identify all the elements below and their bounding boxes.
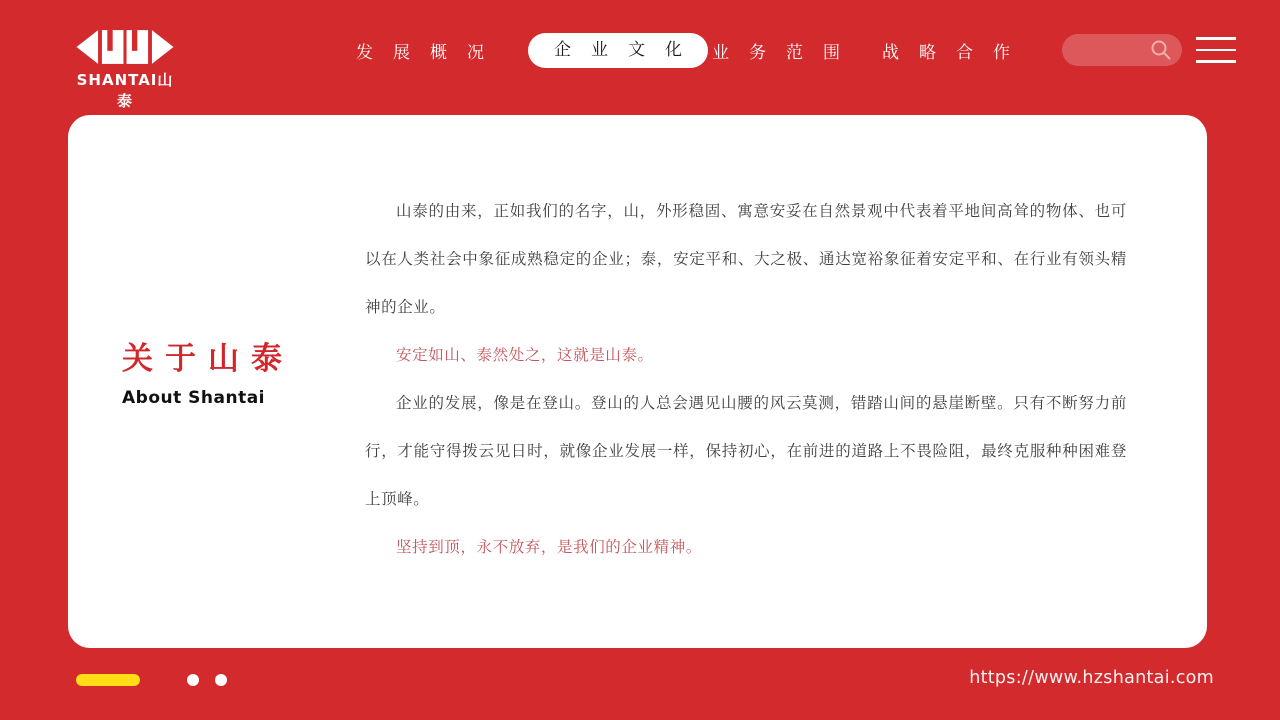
site-url: https://www.hzshantai.com xyxy=(969,668,1214,688)
menu-hamburger-icon[interactable] xyxy=(1196,37,1236,65)
search-input[interactable] xyxy=(1074,34,1154,66)
logo[interactable] xyxy=(70,27,180,111)
page-title-en: About Shantai xyxy=(122,388,265,408)
about-paragraph: 企业的发展，像是在登山。登山的人总会遇见山腰的风云莫测，错踏山间的悬崖断壁。只有不断努力前行，才能守得拨云见日时，就像企业发展一样，保持初心，在前进的道路上不畏险阻，最终克服种种困难登上顶峰。 xyxy=(365,394,1127,508)
pagination-active-indicator[interactable] xyxy=(76,674,140,686)
nav-item-strategic-cooperation[interactable]: 战略合作 xyxy=(882,43,1030,63)
about-text xyxy=(365,187,1127,571)
logo-text: SHANTAI山泰 xyxy=(76,71,174,110)
nav-item-development-overview[interactable]: 发展概况 xyxy=(356,43,504,63)
pagination-dot[interactable] xyxy=(215,674,227,686)
footer xyxy=(0,648,1280,720)
page-title-cn: 关于山泰 xyxy=(122,341,294,377)
about-accent-line: 坚持到顶，永不放弃，是我们的企业精神。 xyxy=(396,538,702,556)
nav-item-business-scope[interactable]: 业务范围 xyxy=(712,43,860,63)
about-heading xyxy=(122,333,294,408)
about-card xyxy=(68,115,1207,648)
pagination xyxy=(76,674,227,686)
nav-item-corporate-culture[interactable]: 企业文化 xyxy=(528,33,708,68)
pagination-dot[interactable] xyxy=(187,674,199,686)
header xyxy=(0,0,1280,110)
about-paragraph: 山泰的由来，正如我们的名字，山，外形稳固、寓意安妥在自然景观中代表着平地间高耸的物体、也可以在人类社会中象征成熟稳定的企业；泰，安定平和、大之极、通达宽裕象征着安定平和、在行业有领头精神的企业。 xyxy=(365,202,1127,316)
shantai-logo-icon xyxy=(75,27,175,67)
search-box[interactable] xyxy=(1062,34,1182,66)
about-accent-line: 安定如山、泰然处之，这就是山泰。 xyxy=(396,346,654,364)
